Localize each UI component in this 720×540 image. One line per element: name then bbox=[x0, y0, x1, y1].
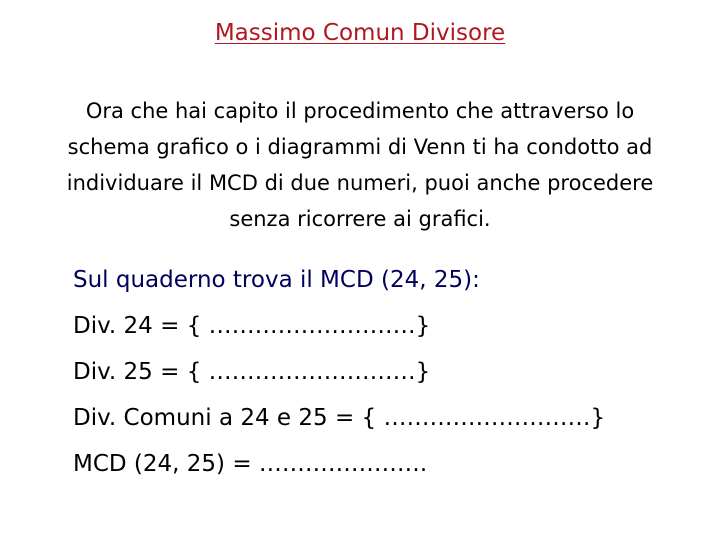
intro-line: Ora che hai capito il procedimento che attraverso lo bbox=[85, 99, 635, 123]
exercise-heading: Sul quaderno trova il MCD (24, 25): bbox=[73, 267, 480, 293]
exercise-block bbox=[73, 260, 713, 490]
intro-line: senza ricorrere ai grafici. bbox=[229, 207, 491, 231]
intro-line: individuare il MCD di due numeri, puoi anche procedere bbox=[66, 171, 654, 195]
exercise-line-divisors-25: Div. 25 = { ………………………} bbox=[73, 359, 431, 385]
intro-line: schema grafico o i diagrammi di Venn ti ha condotto ad bbox=[67, 135, 653, 159]
intro-paragraph bbox=[40, 93, 680, 237]
exercise-line-mcd: MCD (24, 25) = …………………. bbox=[73, 451, 428, 477]
page-title bbox=[0, 20, 720, 46]
exercise-line-common-divisors: Div. Comuni a 24 e 25 = { ………………………} bbox=[73, 405, 606, 431]
exercise-line-divisors-24: Div. 24 = { ………………………} bbox=[73, 313, 431, 339]
title-text: Massimo Comun Divisore bbox=[214, 20, 506, 46]
